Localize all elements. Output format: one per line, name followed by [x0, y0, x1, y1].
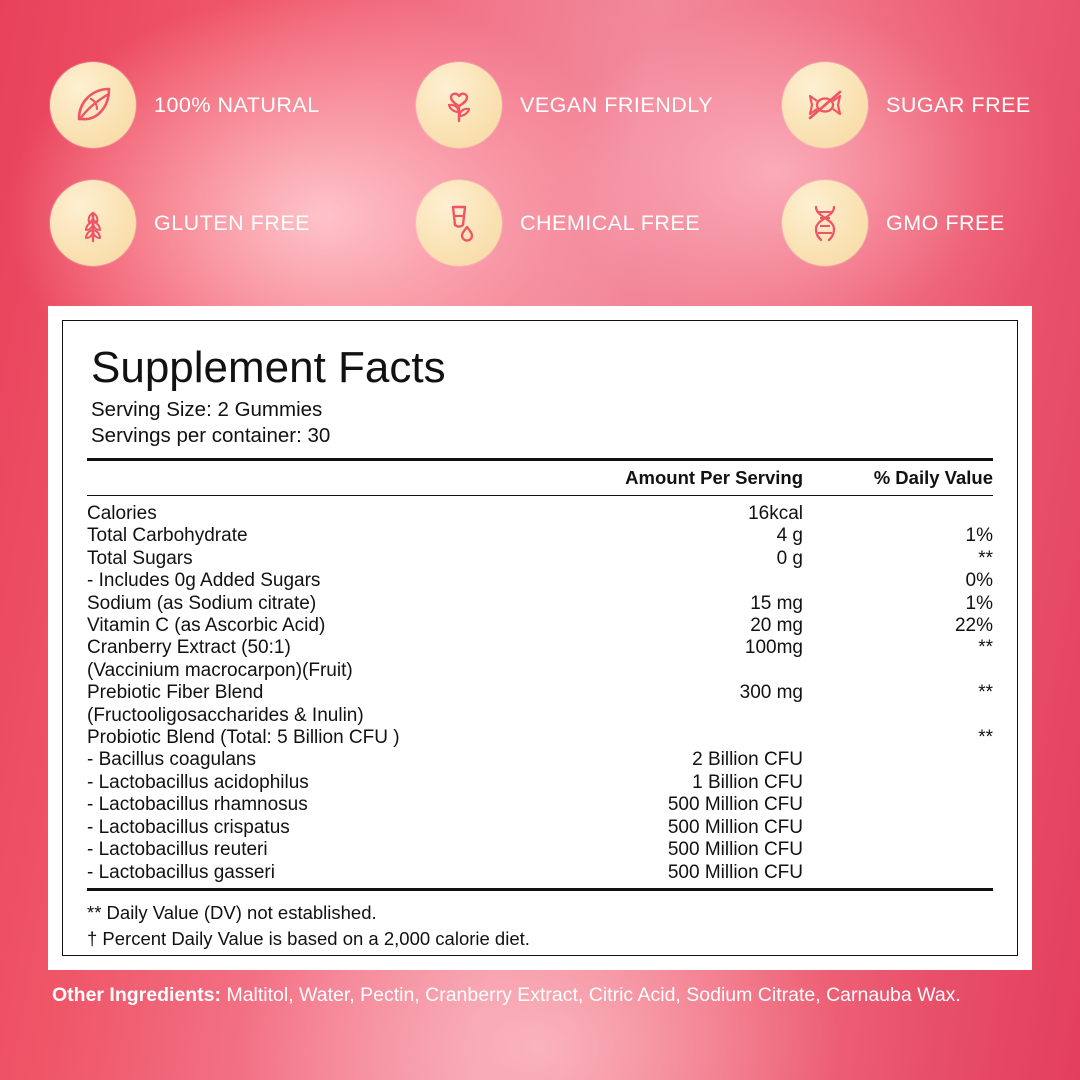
nutrient-name: Calories — [87, 503, 157, 524]
feature-badges — [50, 46, 1040, 282]
nutrient-name: Sodium (as Sodium citrate) — [87, 592, 317, 614]
nutrient-name: - Lactobacillus reuteri — [87, 839, 268, 861]
nutrient-dv — [813, 705, 993, 727]
table-row — [87, 772, 993, 794]
serving-size: Serving Size: 2 Gummies — [91, 398, 323, 422]
table-row — [87, 817, 993, 839]
nutrient-amount: 500 Million CFU — [667, 816, 803, 838]
nutrient-dv: ** — [978, 682, 993, 704]
badge-gluten-free — [50, 164, 416, 282]
nutrient-amount: 300 mg — [739, 682, 803, 704]
nutrient-rows — [87, 496, 993, 884]
nutrient-dv — [813, 772, 993, 794]
nutrient-dv — [813, 839, 993, 861]
nutrient-amount: 500 Million CFU — [667, 839, 803, 861]
nutrient-amount — [553, 705, 813, 727]
nutrient-amount — [553, 570, 813, 592]
table-row — [87, 637, 993, 659]
footnote-percent-dv: † Percent Daily Value is based on a 2,000 calorie diet. — [87, 928, 530, 950]
nutrient-amount: 0 g — [776, 547, 803, 569]
nutrient-dv: 22% — [954, 615, 993, 637]
nutrient-amount: 16kcal — [748, 503, 803, 524]
table-row — [87, 660, 993, 682]
table-row — [87, 615, 993, 637]
badge-label: VEGAN FRIENDLY — [520, 92, 713, 117]
test-tube-drop-icon — [416, 180, 502, 266]
nutrient-dv: ** — [978, 727, 993, 749]
nutrient-name: - Lactobacillus rhamnosus — [87, 794, 308, 816]
nutrient-name: - Lactobacillus gasseri — [87, 861, 275, 883]
servings-per-container: Servings per container: 30 — [91, 423, 331, 447]
nutrient-amount — [553, 727, 813, 749]
other-ingredients-label: Other Ingredients: — [52, 984, 222, 1006]
column-header-daily-value: % Daily Value — [873, 467, 993, 488]
badge-chemical-free — [416, 164, 782, 282]
nutrient-dv: 0% — [965, 570, 993, 592]
table-row — [87, 503, 993, 525]
nutrient-name: - Includes 0g Added Sugars — [87, 570, 321, 592]
column-header-amount: Amount Per Serving — [625, 467, 803, 488]
leaf-icon — [50, 62, 136, 148]
table-row — [87, 839, 993, 861]
table-row — [87, 570, 993, 592]
nutrient-name: Total Sugars — [87, 547, 193, 569]
nutrient-amount — [553, 660, 813, 682]
nutrient-amount: 20 mg — [750, 615, 803, 637]
badge-vegan-friendly — [416, 46, 782, 164]
nutrient-name: (Vaccinium macrocarpon)(Fruit) — [87, 659, 353, 681]
supplement-facts-panel — [48, 306, 1032, 970]
badge-label: CHEMICAL FREE — [520, 210, 701, 235]
table-row — [87, 727, 993, 749]
nutrient-name: Probiotic Blend (Total: 5 Billion CFU ) — [87, 727, 400, 749]
badge-100-natural — [50, 46, 416, 164]
nutrient-amount: 500 Million CFU — [667, 861, 803, 883]
nutrient-dv: ** — [978, 637, 993, 659]
table-row — [87, 682, 993, 704]
supplement-facts-box — [62, 320, 1018, 956]
footnote-dv-not-established: ** Daily Value (DV) not established. — [87, 901, 377, 923]
wheat-icon — [50, 180, 136, 266]
nutrient-name: - Bacillus coagulans — [87, 749, 256, 771]
nutrient-dv: 1% — [965, 525, 993, 547]
badge-label: GLUTEN FREE — [154, 210, 311, 235]
table-row — [87, 705, 993, 727]
page-title: Supplement Facts — [91, 343, 446, 392]
nutrient-amount: 500 Million CFU — [667, 794, 803, 816]
nutrient-name: Vitamin C (as Ascorbic Acid) — [87, 615, 326, 637]
nutrient-dv — [813, 794, 993, 816]
table-row — [87, 794, 993, 816]
other-ingredients — [52, 984, 1052, 1007]
nutrient-dv: 1% — [965, 592, 993, 614]
table-header — [87, 461, 993, 495]
table-row — [87, 593, 993, 615]
column-header-nutrient — [87, 467, 553, 489]
nutrient-amount: 100mg — [744, 637, 803, 659]
footnotes — [87, 891, 993, 953]
badge-gmo-free — [782, 164, 1040, 282]
nutrient-dv — [813, 503, 993, 525]
table-row — [87, 548, 993, 570]
nutrient-name: - Lactobacillus crispatus — [87, 816, 290, 838]
badge-label: GMO FREE — [886, 210, 1005, 235]
no-candy-icon — [782, 62, 868, 148]
badge-label: 100% NATURAL — [154, 92, 320, 117]
nutrient-name: Prebiotic Fiber Blend — [87, 682, 264, 704]
table-row — [87, 862, 993, 884]
badge-sugar-free — [782, 46, 1040, 164]
nutrient-amount: 15 mg — [750, 592, 803, 614]
nutrient-name: Cranberry Extract (50:1) — [87, 637, 291, 659]
nutrient-dv: ** — [978, 547, 993, 569]
nutrient-dv — [813, 862, 993, 884]
nutrient-amount: 2 Billion CFU — [692, 749, 803, 771]
nutrient-name: (Fructooligosaccharides & Inulin) — [87, 704, 364, 726]
plant-heart-icon — [416, 62, 502, 148]
nutrient-dv — [813, 660, 993, 682]
nutrient-dv — [813, 817, 993, 839]
nutrient-amount: 1 Billion CFU — [692, 771, 803, 793]
badge-label: SUGAR FREE — [886, 92, 1031, 117]
nutrient-amount: 4 g — [776, 525, 803, 547]
dna-icon — [782, 180, 868, 266]
table-row — [87, 749, 993, 771]
table-row — [87, 525, 993, 547]
nutrient-name: - Lactobacillus acidophilus — [87, 771, 309, 793]
nutrient-dv — [813, 749, 993, 771]
nutrient-name: Total Carbohydrate — [87, 525, 248, 547]
other-ingredients-value: Maltitol, Water, Pectin, Cranberry Extract, Citric Acid, Sodium Citrate, Carnauba Wax. — [221, 984, 961, 1006]
